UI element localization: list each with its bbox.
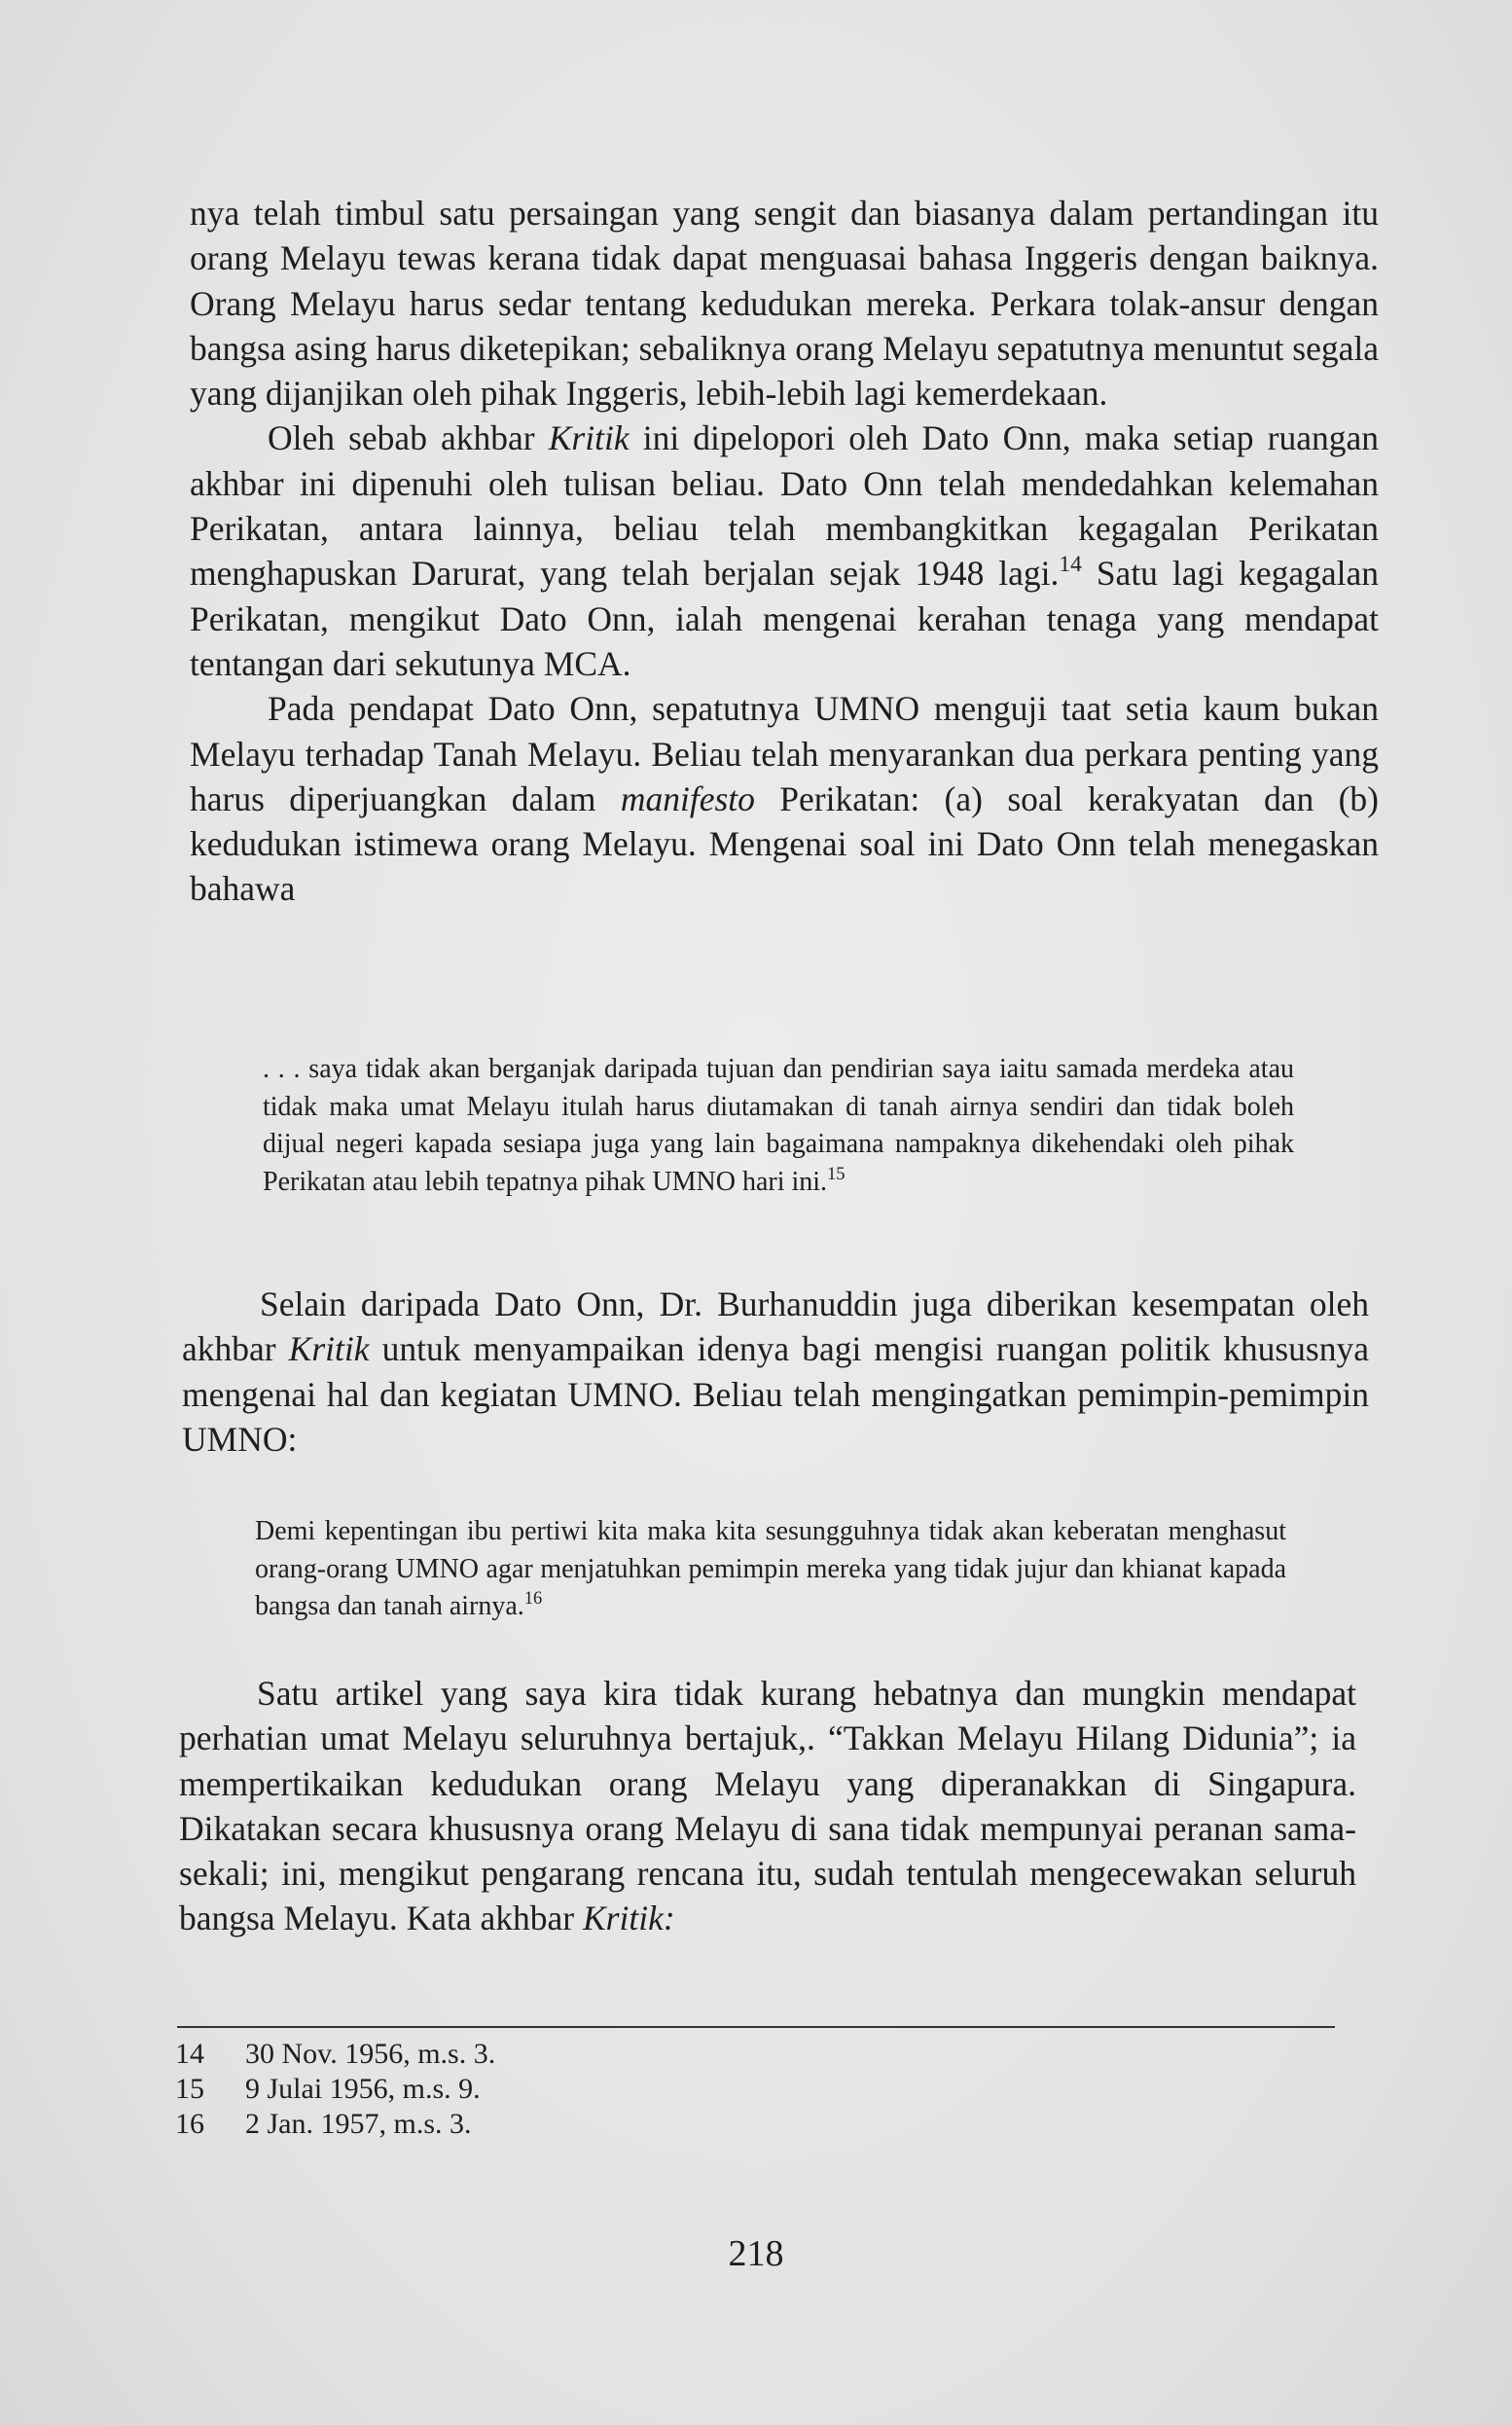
footnotes [175,2037,495,2142]
body-text-top [190,191,1379,912]
paragraph-4 [182,1282,1369,1462]
paragraph-2-text: Oleh sebab akhbar [268,418,549,458]
paragraph-5 [179,1671,1356,1941]
footnote-text: 30 Nov. 1956, m.s. 3. [245,2038,496,2070]
footnote-ref-15: 15 [827,1163,846,1183]
paragraph-3-italic: manifesto [620,778,755,818]
footnote-ref-16: 16 [523,1587,543,1608]
footnote-item [175,2107,495,2142]
quote-1-text: . . . saya tidak akan berganjak daripada tujuan dan pendirian saya iaitu samada merdeka atau tidak maka umat Melayu itulah harus diutamakan di tanah airnya sendiri dan tidak boleh dijual negeri kapada sesiapa juga yang lain bagaimana nampaknya dikehendaki oleh pihak Perikatan atau lebih tepatnya pihak UMNO hari ini. [263,1054,1294,1197]
paragraph-2-italic: Kritik [548,418,630,458]
footnote-number: 15 [175,2073,204,2105]
paragraph-5-text: Satu artikel yang saya kira tidak kurang hebatnya dan mungkin mendapat perhatian umat Melayu seluruhnya bertajuk,. “Takkan Melayu Hilang Didunia”; ia mempertikaikan kedudukan orang Melayu yang diperanakkan di Singapura. Dikatakan secara khususnya orang Melayu di sana tidak mempunyai peranan sama-sekali; ini, mengikut pengarang rencana itu, sudah tentulah mengecewakan seluruh bangsa Melayu. Kata akhbar [179,1674,1356,1938]
paragraph-1: nya telah timbul satu persaingan yang sengit dan biasanya dalam pertandingan itu orang Melayu tewas kerana tidak dapat menguasai bahasa Inggeris dengan baiknya. Orang Melayu harus sedar tentang kedudukan mereka. Perkara tolak-ansur dengan bangsa asing harus diketepikan; sebaliknya orang Melayu sepatutnya menuntut segala yang dijanjikan oleh pihak Inggeris, lebih-lebih lagi kemerdekaan. [190,194,1379,414]
footnote-text: 2 Jan. 1957, m.s. 3. [245,2108,472,2140]
paragraph-4-italic: Kritik [288,1329,370,1369]
footnote-number: 14 [175,2038,204,2070]
footnote-text: 9 Julai 1956, m.s. 9. [245,2073,481,2105]
paragraph-3-text-after: Perikatan: (a) soal kerakyatan dan (b) kedudukan istimewa orang Melayu. Mengenai soal ini Dato Onn telah menegaskan bahawa [190,778,1380,909]
page-number: 218 [728,2233,784,2274]
block-quote-2 [255,1513,1286,1626]
footnote-ref-14: 14 [1059,552,1082,578]
paragraph-3-text: Pada pendapat Dato Onn, sepatutnya UMNO menguji taat setia kaum bukan Melayu terhadap Tanah Melayu. Beliau telah menyarankan dua perkara penting yang harus diperjuangkan dalam [190,689,1379,818]
footnote-number: 16 [175,2108,204,2140]
quote-2-text: Demi kepentingan ibu pertiwi kita maka kita sesungguhnya tidak akan keberatan menghasut orang-orang UMNO agar menjatuhkan pemimpin mereka yang tidak jujur dan khianat kapada bangsa dan tanah airnya. [255,1516,1286,1621]
paragraph-2-text-mid: ini dipelopori oleh Dato Onn, maka setiap ruangan akhbar ini dipenuhi oleh tulisan beliau. Dato Onn telah mendedahkan kelemahan Perikatan, antara lainnya, beliau telah membangkitkan kegagalan Perikatan menghapuskan Darurat, yang telah berjalan sejak 1948 lagi. [190,418,1379,594]
footnote-item [175,2037,495,2072]
footnote-item [175,2072,495,2107]
block-quote-1 [263,1051,1294,1201]
paragraph-5-italic: Kritik: [583,1899,675,1938]
footnote-divider [177,2026,1335,2028]
paragraph-2-text-after: Satu lagi kegagalan Perikatan, mengikut Dato Onn, ialah mengenai kerahan tenaga yang mendapat tentangan dari sekutunya MCA. [190,554,1379,683]
paragraph-4-text-after: untuk menyampaikan idenya bagi mengisi ruangan politik khususnya mengenai hal dan kegiatan UMNO. Beliau telah mengingatkan pemimpin-pemimpin UMNO: [182,1329,1369,1459]
paragraph-3 [190,686,1379,911]
paragraph-4-text: Selain daripada Dato Onn, Dr. Burhanuddin juga diberikan kesempatan oleh akhbar [182,1285,1369,1369]
paragraph-2 [190,416,1379,686]
